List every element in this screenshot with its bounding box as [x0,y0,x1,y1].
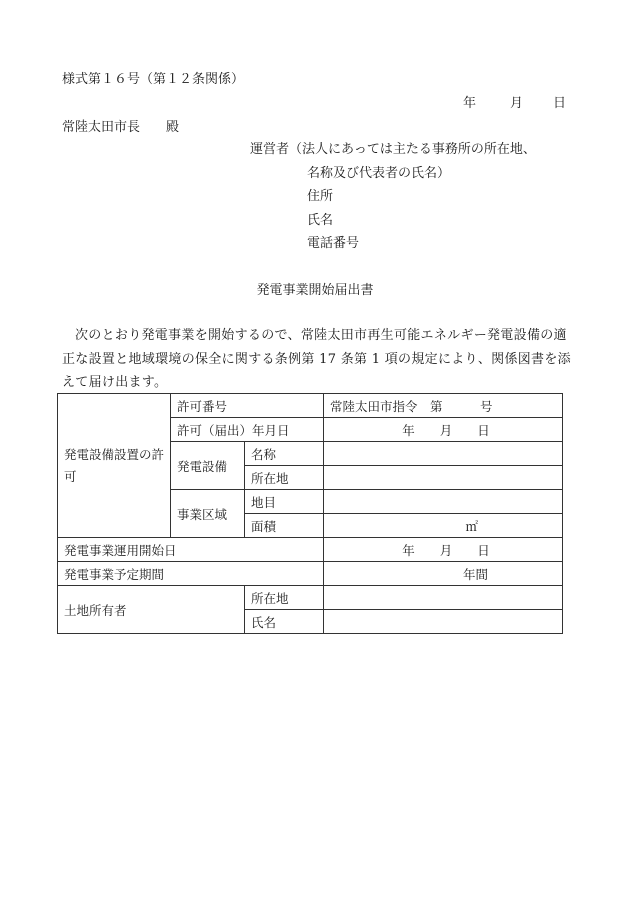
land-area-unit: ㎡ [324,514,563,538]
operator-address: 住所 [307,189,334,204]
period-label: 発電事業予定期間 [58,562,324,586]
land-area-label: 面積 [245,514,324,538]
area-label: 事業区域 [171,490,245,538]
permit-number-label: 許可番号 [171,394,324,418]
permit-section-label: 発電設備設置の許可 [58,394,171,538]
permit-number-value: 常陸太田市指令 第 号 [324,394,563,418]
landowner-name-value [324,610,563,634]
document-title: 発電事業開始届出書 [256,283,374,298]
start-date-label: 発電事業運用開始日 [58,538,324,562]
facility-location-value [324,466,563,490]
facility-name-value [324,442,563,466]
start-date-value: 年 月 日 [324,538,563,562]
facility-label: 発電設備 [171,442,245,490]
permit-date-label: 許可（届出）年月日 [171,418,324,442]
landowner-label: 土地所有者 [58,586,245,634]
body-text: 次のとおり発電事業を開始するので、常陸太田市再生可能エネルギー発電設備の適正な設置と地域環境の保全に関する条例第 17 条第 1 項の規定により、関係図書を添えて届け出ます。 [62,328,571,390]
operator-line2: 名称及び代表者の氏名） [307,165,451,181]
landowner-location-value [324,586,563,610]
notification-table [57,393,563,634]
date-month: 月 [510,96,524,111]
date-day: 日 [553,96,567,111]
land-category-value [324,490,563,514]
operator-name: 氏名 [307,212,334,228]
facility-location-label: 所在地 [245,466,324,490]
land-category-label: 地目 [245,490,324,514]
addressee: 常陸太田市長 殿 [62,120,180,135]
operator-phone: 電話番号 [307,236,360,251]
operator-line1: 運営者（法人にあっては主たる事務所の所在地、 [250,142,536,157]
operator-block [250,138,536,256]
date-line [463,92,566,111]
facility-name-label: 名称 [245,442,324,466]
period-value: 年間 [324,562,563,586]
permit-date-value: 年 月 日 [324,418,563,442]
landowner-location-label: 所在地 [245,586,324,610]
landowner-name-label: 氏名 [245,610,324,634]
form-number: 様式第１６号（第１２条関係） [62,72,245,87]
date-year: 年 [463,96,477,111]
